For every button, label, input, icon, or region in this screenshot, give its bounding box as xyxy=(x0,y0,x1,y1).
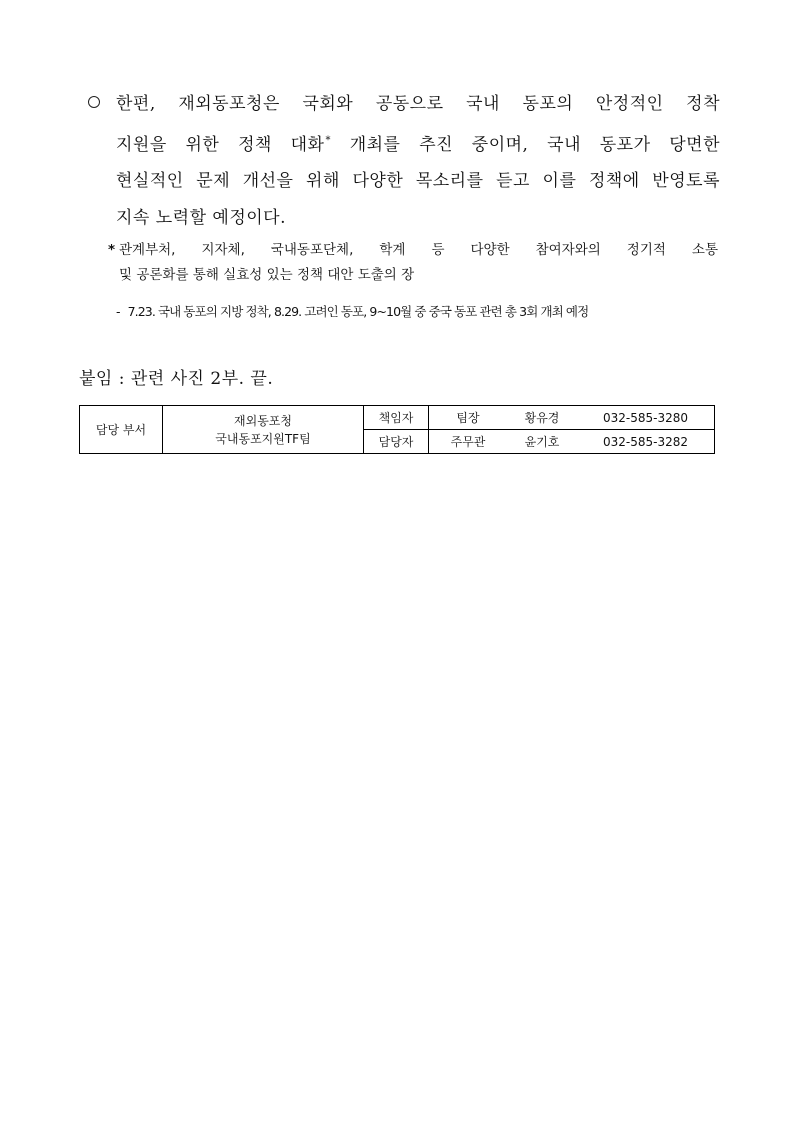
dept-name-line-1: 재외동포청 xyxy=(234,413,292,428)
phone-cell: 032-585-3280 xyxy=(577,406,715,430)
footnote-marker: * xyxy=(108,242,116,258)
table-row xyxy=(80,406,715,430)
attachment-line: 붙임 : 관련 사진 2부. 끝. xyxy=(79,369,274,389)
dept-label-cell: 담당 부서 xyxy=(80,406,163,454)
footnote-reference-marker: * xyxy=(325,134,331,146)
paragraph-line-1: 한편, 재외동포청은 국회와 공동으로 국내 동포의 안정적인 정착 xyxy=(116,94,720,114)
circle-bullet-icon xyxy=(88,96,100,108)
sub-item xyxy=(116,300,716,324)
dept-name-cell xyxy=(163,406,364,454)
main-paragraph xyxy=(116,86,720,236)
paragraph-line-2-end: 개최를 추진 중이며, 국내 동포가 당면한 xyxy=(330,134,721,155)
contact-table xyxy=(79,405,715,454)
sub-item-text: 7.23. 국내 동포의 지방 정착, 8.29. 고려인 동포, 9~10월 중 중국 동포 관련 총 3회 개최 예정 xyxy=(127,304,589,319)
phone-cell: 032-585-3282 xyxy=(577,430,715,454)
name-cell: 윤기호 xyxy=(507,430,577,454)
role-cell: 담당자 xyxy=(364,430,429,454)
paragraph-line-2 xyxy=(116,123,720,164)
footnote-line-1: 관계부처, 지자체, 국내동포단체, 학계 등 다양한 참여자와의 정기적 소통 xyxy=(119,242,718,258)
footnote-line-2: 및 공론화를 통해 실효성 있는 정책 대안 도출의 장 xyxy=(119,267,415,283)
dept-name-line-2: 국내동포지원TF팀 xyxy=(215,431,311,446)
sub-item-dash: - xyxy=(116,304,120,319)
role-cell: 책임자 xyxy=(364,406,429,430)
footnote xyxy=(108,238,718,288)
paragraph-line-2-start: 지원을 위한 정책 대화 xyxy=(116,134,325,155)
paragraph-line-3: 현실적인 문제 개선을 위해 다양한 목소리를 듣고 이를 정책에 반영토록 xyxy=(116,171,720,191)
title-cell: 팀장 xyxy=(429,406,508,430)
title-cell: 주무관 xyxy=(429,430,508,454)
paragraph-line-4: 지속 노력할 예정이다. xyxy=(116,207,287,228)
name-cell: 황유경 xyxy=(507,406,577,430)
